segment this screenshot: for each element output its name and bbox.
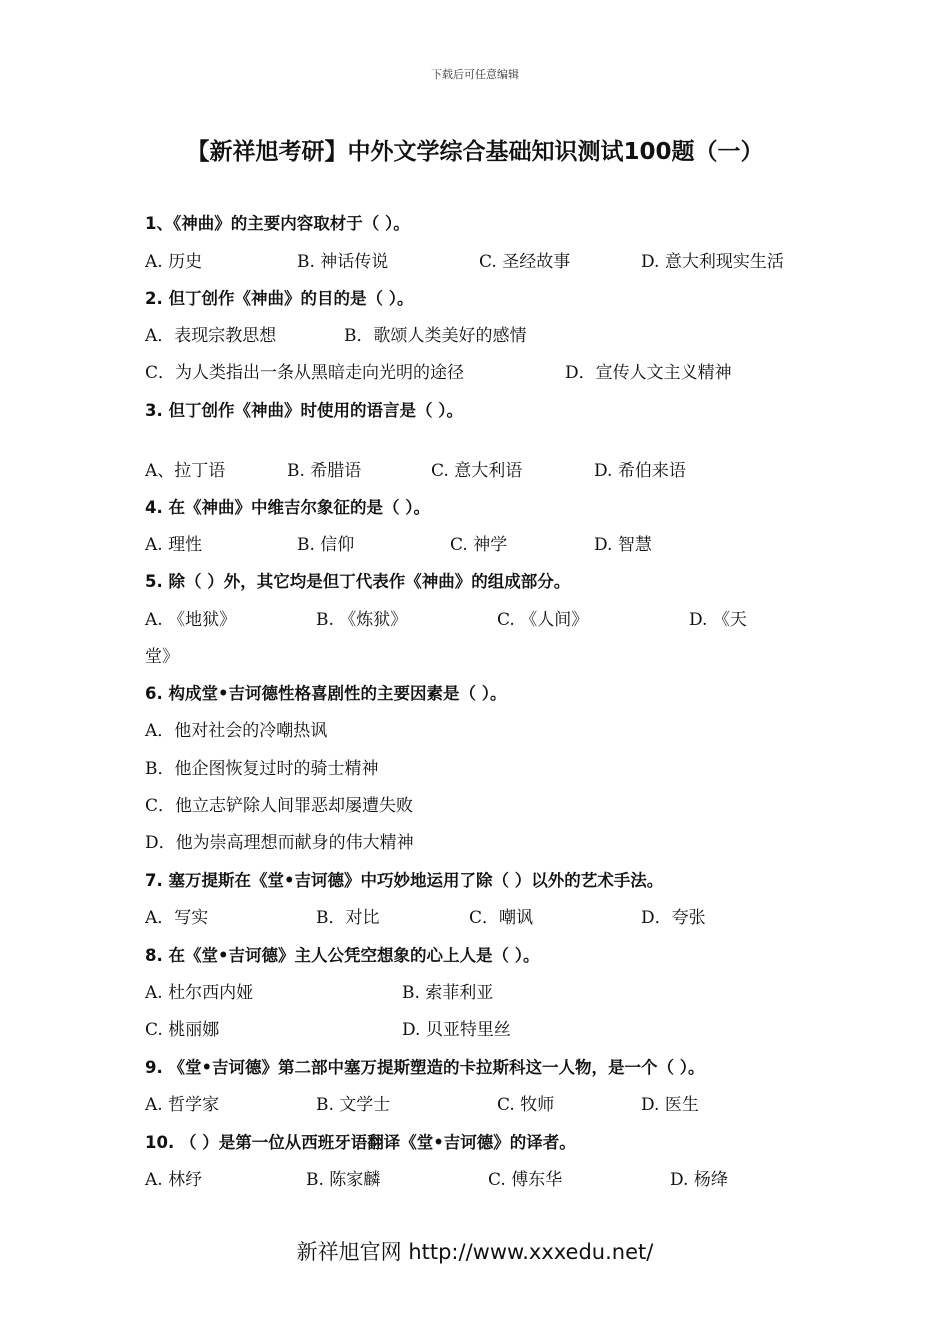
page-footer: 新祥旭官网 http://www.xxxedu.net/ bbox=[296, 1240, 654, 1264]
q2-option-d: D．宣传人文主义精神 bbox=[565, 363, 732, 383]
question-7: 7. 塞万提斯在《堂•吉诃德》中巧妙地运用了除（ ）以外的艺术手法。 bbox=[145, 871, 664, 890]
q4-option-c: C. 神学 bbox=[450, 535, 508, 555]
q1-option-b: B. 神话传说 bbox=[297, 252, 389, 272]
q5-option-d: D. 《天 bbox=[689, 610, 747, 630]
q8-option-a: A. 杜尔西内娅 bbox=[145, 983, 254, 1003]
q9-option-a: A. 哲学家 bbox=[145, 1095, 220, 1115]
q10-option-c: C. 傅东华 bbox=[488, 1170, 563, 1190]
q10-option-a: A. 林纾 bbox=[145, 1170, 203, 1190]
q6-option-d: D．他为崇高理想而献身的伟大精神 bbox=[145, 833, 414, 853]
q7-option-a: A．写实 bbox=[145, 908, 209, 928]
q9-option-d: D. 医生 bbox=[641, 1095, 699, 1115]
q1-option-a: A. 历史 bbox=[145, 252, 203, 272]
question-1: 1、《神曲》的主要内容取材于（ ）。 bbox=[145, 214, 410, 233]
question-6: 6. 构成堂•吉诃德性格喜剧性的主要因素是（ ）。 bbox=[145, 684, 507, 703]
q8-option-c: C. 桃丽娜 bbox=[145, 1020, 220, 1040]
q8-option-d: D. 贝亚特里丝 bbox=[402, 1020, 511, 1040]
q7-option-b: B．对比 bbox=[316, 908, 380, 928]
q1-option-c: C. 圣经故事 bbox=[479, 252, 571, 272]
q2-option-c: C．为人类指出一条从黑暗走向光明的途径 bbox=[145, 363, 465, 383]
document-title: 【新祥旭考研】中外文学综合基础知识测试100题（一） bbox=[186, 139, 764, 165]
q8-option-b: B. 索菲利亚 bbox=[402, 983, 494, 1003]
q2-option-a: A．表现宗教思想 bbox=[145, 326, 277, 346]
q4-option-d: D. 智慧 bbox=[594, 535, 652, 555]
q4-option-b: B. 信仰 bbox=[297, 535, 355, 555]
q5-option-b: B. 《炼狱》 bbox=[316, 610, 408, 630]
q6-option-c: C．他立志铲除人间罪恶却屡遭失败 bbox=[145, 796, 414, 816]
q10-option-d: D. 杨绛 bbox=[670, 1170, 728, 1190]
q2-option-b: B．歌颂人类美好的感情 bbox=[344, 326, 527, 346]
q5-option-c: C. 《人间》 bbox=[497, 610, 589, 630]
question-10: 10. （ ）是第一位从西班牙语翻译《堂•吉诃德》的译者。 bbox=[145, 1133, 576, 1152]
page-header: 下载后可任意编辑 bbox=[431, 68, 519, 81]
q5-option-a: A. 《地狱》 bbox=[145, 610, 237, 630]
question-5: 5. 除（ ）外，其它均是但丁代表作《神曲》的组成部分。 bbox=[145, 572, 571, 591]
q7-option-c: C．嘲讽 bbox=[469, 908, 534, 928]
question-8: 8. 在《堂•吉诃德》主人公凭空想象的心上人是（ ）。 bbox=[145, 946, 540, 965]
q3-option-c: C. 意大利语 bbox=[431, 461, 523, 481]
q9-option-b: B. 文学士 bbox=[316, 1095, 391, 1115]
q3-option-a: A、拉丁语 bbox=[145, 461, 226, 481]
question-9: 9. 《堂•吉诃德》第二部中塞万提斯塑造的卡拉斯科这一人物，是一个（ ）。 bbox=[145, 1058, 705, 1077]
question-3: 3. 但丁创作《神曲》时使用的语言是（ ）。 bbox=[145, 401, 463, 420]
q4-option-a: A. 理性 bbox=[145, 535, 203, 555]
question-4: 4. 在《神曲》中维吉尔象征的是（ ）。 bbox=[145, 498, 430, 517]
q6-option-a: A．他对社会的冷嘲热讽 bbox=[145, 721, 328, 741]
q9-option-c: C. 牧师 bbox=[497, 1095, 555, 1115]
q5-option-d-continued: 堂》 bbox=[145, 647, 179, 667]
q3-option-b: B. 希腊语 bbox=[287, 461, 362, 481]
q10-option-b: B. 陈家麟 bbox=[306, 1170, 381, 1190]
q3-option-d: D. 希伯来语 bbox=[594, 461, 686, 481]
q7-option-d: D．夸张 bbox=[641, 908, 706, 928]
q1-option-d: D. 意大利现实生活 bbox=[641, 252, 784, 272]
question-2: 2. 但丁创作《神曲》的目的是（ ）。 bbox=[145, 289, 414, 308]
q6-option-b: B．他企图恢复过时的骑士精神 bbox=[145, 759, 379, 779]
